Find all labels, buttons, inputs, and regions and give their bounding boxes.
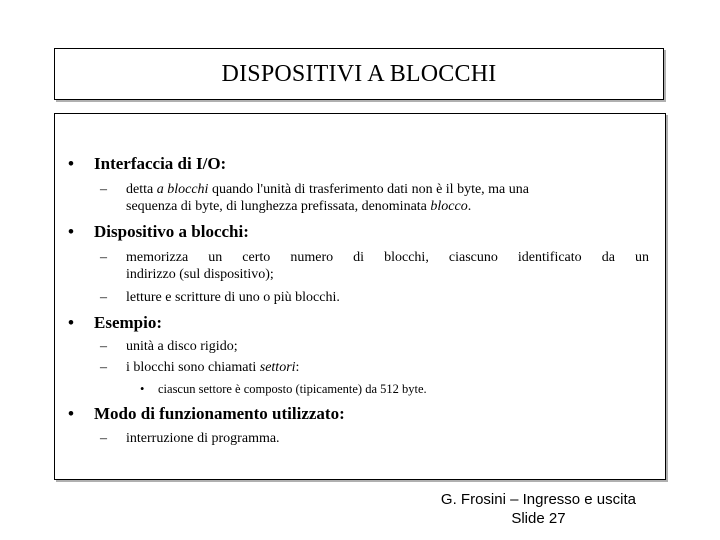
sub-sub-item: • ciascun settore è composto (tipicamente) da 512 byte. — [140, 382, 427, 396]
sub-item: – detta a blocchi quando l'unità di trasferimento dati non è il byte, ma una sequenza di byte, di lunghezza prefissata, denominata blocco. — [100, 182, 529, 214]
sub-item: – memorizza un certo numero di blocchi, ciascuno identificato da un indirizzo (sul dispositivo); — [100, 250, 649, 282]
dash: – — [100, 360, 107, 375]
bullet-dispositivo — [68, 222, 249, 242]
slide-number: Slide 27 — [511, 510, 566, 527]
bullet-esempio — [68, 313, 162, 333]
bullet-dot: • — [68, 313, 74, 332]
sub-item: – i blocchi sono chiamati settori: — [100, 360, 300, 375]
sub-item: – letture e scritture di uno o più blocchi. — [100, 290, 340, 305]
footer — [441, 490, 636, 528]
slide-title: DISPOSITIVI A BLOCCHI — [221, 60, 497, 87]
title-box — [54, 48, 664, 100]
dash: – — [100, 339, 107, 354]
section-heading: Interfaccia di I/O: — [94, 154, 227, 173]
bullet-dot: • — [68, 154, 74, 173]
section-heading: Esempio: — [94, 313, 162, 332]
sub-item: – interruzione di programma. — [100, 431, 280, 446]
dash: – — [100, 182, 107, 197]
bullet-dot: • — [68, 404, 74, 423]
dash: – — [100, 290, 107, 305]
dash: – — [100, 250, 107, 265]
bullet-interfaccia — [68, 154, 226, 174]
footer-author: G. Frosini – Ingresso e uscita — [440, 491, 636, 508]
bullet-dot: • — [68, 222, 74, 241]
dash: – — [100, 431, 107, 446]
section-heading: Dispositivo a blocchi: — [94, 222, 249, 241]
bullet-modo — [68, 404, 345, 424]
sub-item: – unità a disco rigido; — [100, 339, 238, 354]
bullet-dot: • — [140, 382, 145, 396]
section-heading: Modo di funzionamento utilizzato: — [94, 404, 345, 423]
